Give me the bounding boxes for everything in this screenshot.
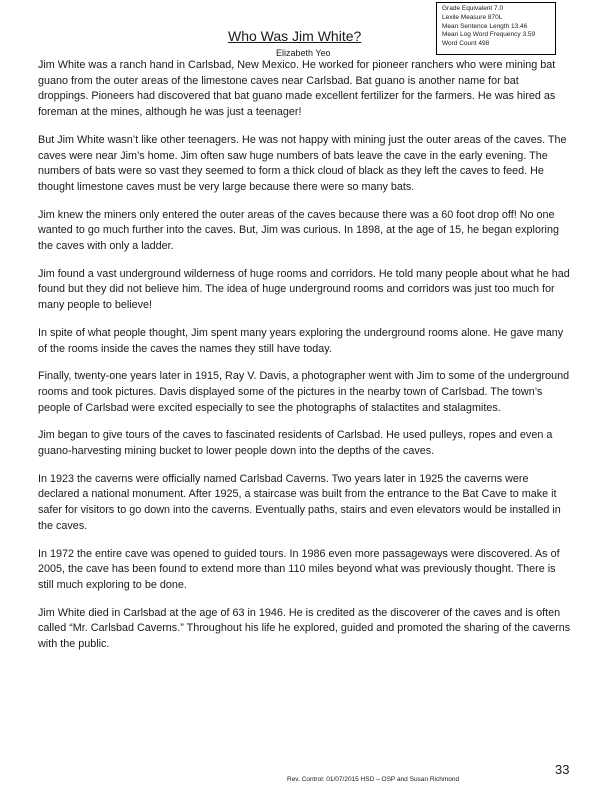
paragraph-9: In 1972 the entire cave was opened to guided tours. In 1986 even more passageways were discovered. As of 2005, the cave has been found to extend more than 110 miles beyond what was previously thought. There is still much exploring to be done. — [38, 547, 560, 591]
paragraph-10: Jim White died in Carlsbad at the age of 63 in 1946. He is credited as the discoverer of the caves and is often called “Mr. Carlsbad Caverns.” Throughout his life he explored, guided and promoted the sharing of the caverns with the public. — [38, 606, 571, 651]
page-title: Who Was Jim White? — [228, 28, 362, 44]
stat-word-count: Word Count 498 — [442, 40, 490, 48]
paragraph-5: In spite of what people thought, Jim spent many years exploring the underground rooms alone. He gave many of the rooms inside the caves the names they still have today. — [38, 326, 564, 355]
readability-stats-box — [436, 2, 556, 55]
author-name: Elizabeth Yeo — [276, 48, 331, 58]
paragraph-6: Finally, twenty-one years later in 1915, Ray V. Davis, a photographer went with Jim to some of the underground rooms and took pictures. Davis displayed some of the pictures in the nearby town of Carlsbad. The town’s people of Carlsbad were excited especially to see the photographs of stalactites and stalagmites. — [38, 370, 570, 414]
paragraph-7: Jim began to give tours of the caves to fascinated residents of Carlsbad. He used pulleys, ropes and even a guano-harvesting mining bucket to lower people down into the depths of the caves. — [38, 429, 553, 458]
stat-grade-equivalent: Grade Equivalent 7.0 — [442, 5, 504, 12]
paragraph-8: In 1923 the caverns were officially named Carlsbad Caverns. Two years later in 1925 the caverns were declared a national monument. After 1925, a staircase was built from the entrance to the Bat Cave to make it safer for visitors to go down into the caverns. Eventually paths, stairs and even elevators would be installed in the caves. — [38, 472, 561, 532]
paragraph-4: Jim found a vast underground wilderness of huge rooms and corridors. He told many people about what he had found but they did not believe him. The idea of huge underground rooms and corridors was just too much for many people to believe! — [38, 267, 570, 312]
paragraph-3: Jim knew the miners only entered the outer areas of the caves because there was a 60 foot drop off! No one wanted to go much further into the caves. But, Jim was curious. In 1898, at the age of 15, he began exploring the caves with only a ladder. — [38, 208, 559, 253]
stat-lexile-measure: Lexile Measure 870L — [442, 13, 503, 21]
revision-footer: Rev. Control: 01/07/2015 HSD – OSP and Susan Richmond — [287, 776, 460, 783]
paragraph-2: But Jim White wasn’t like other teenagers. He was not happy with mining just the outer areas of the caves. The caves were near Jim’s home. Jim often saw huge numbers of bats leave the cave in the early evening. The numbers of bats were so vast they seemed to form a thick cloud of black as they left the caves to feed. He thought limestone caves must be very large because there were so many bats. — [38, 133, 567, 193]
page-number: 33 — [555, 762, 570, 777]
stat-mean-sentence-length: Mean Sentence Length 13.46 — [442, 22, 528, 30]
article-body — [38, 58, 572, 665]
stat-mean-log-word-frequency: Mean Log Word Frequency 3.59 — [442, 31, 536, 39]
paragraph-1: Jim White was a ranch hand in Carlsbad, New Mexico. He worked for pioneer ranchers who were mining bat guano from the outer areas of the limestone caves near Carlsbad. Bat guano is another name for bat droppings. Pioneers had discovered that bat guano made excellent fertilizer for the farmers. He was hired as foreman at the mines, although he was just a teenager! — [38, 59, 556, 119]
